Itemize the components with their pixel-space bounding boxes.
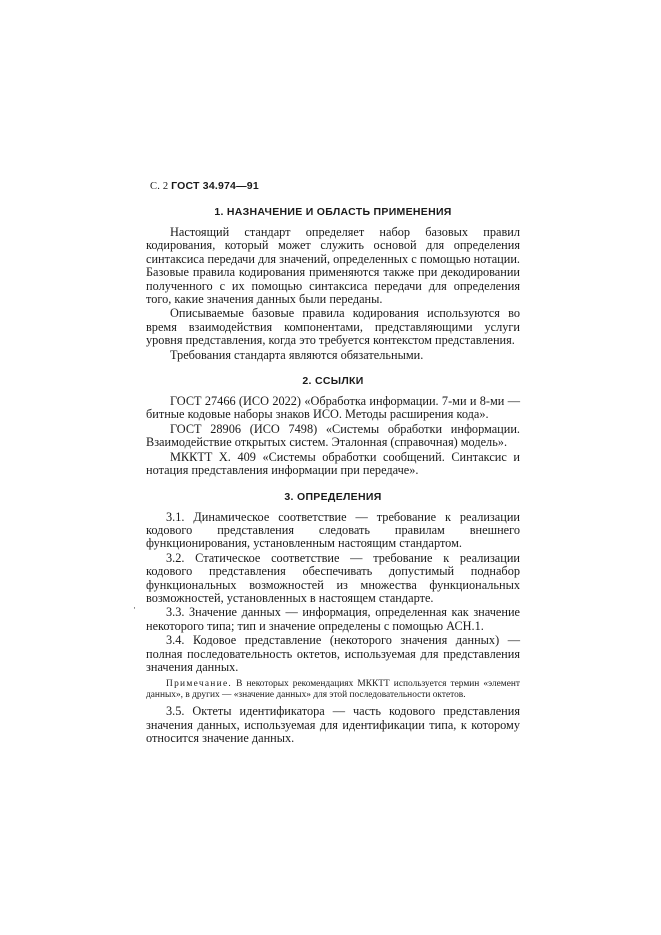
- section-purpose: [146, 206, 520, 362]
- page-prefix: С. 2: [150, 181, 169, 192]
- section-references: [146, 375, 520, 477]
- definition-3-5: 3.5. Октеты идентификатора — часть кодового представления значения данных, используемая для идентификации типа, к которому относится значение данных.: [146, 704, 520, 746]
- definition-3-3: 3.3. Значение данных — информация, определенная как значение некоторого типа; тип и значение определены с помощью АСН.1.: [146, 605, 520, 633]
- section-1-title: 1. НАЗНАЧЕНИЕ И ОБЛАСТЬ ПРИМЕНЕНИЯ: [214, 206, 452, 218]
- section-1-paragraph-2: Описываемые базовые правила кодирования используются во время взаимодействия компонентами, представляющими услуги уровня представления, когда это требуется контекстом представления.: [146, 306, 520, 348]
- note-text: В некоторых рекомендациях МККТТ используется термин «элемент данных», в других — «значение данных» для этой последовательности октетов.: [146, 679, 521, 701]
- note-label: Примечание.: [166, 679, 233, 690]
- definition-3-2: 3.2. Статическое соответствие — требование к реализации кодового представления обеспечивать допустимый поднабор функциональных возможностей из множества функциональных возможностей, установленных в настоящем стандарте.: [146, 550, 520, 605]
- margin-mark: ·: [133, 603, 136, 613]
- running-header: [150, 180, 259, 192]
- reference-3: МККТТ Х. 409 «Системы обработки сообщений. Синтаксис и нотация представления информации при передаче».: [146, 449, 520, 478]
- section-1-paragraph-1: Настоящий стандарт определяет набор базовых правил кодирования, который может служить основой для определения синтаксиса передачи для значений, определенных с помощью нотации. Базовые правила кодирования применяются также при декодировании полученного с их помощью синтаксиса передачи для определения того, какие значения данных были переданы.: [146, 225, 520, 307]
- definition-3-1: 3.1. Динамическое соответствие — требование к реализации кодового представления следовать правилам внешнего функционирования, установленным настоящим стандартом.: [146, 509, 520, 551]
- section-3-title: 3. ОПРЕДЕЛЕНИЯ: [284, 490, 382, 503]
- section-2-title: 2. ССЫЛКИ: [302, 375, 364, 388]
- reference-2: ГОСТ 28906 (ИСО 7498) «Системы обработки информации. Взаимодействие открытых систем. Эталонная (справочная) модель».: [146, 421, 520, 450]
- gost-number: ГОСТ 34.974—91: [171, 180, 259, 192]
- definition-3-4: 3.4. Кодовое представление (некоторого значения данных) — полная последовательность октетов, используемая для представления значения данных.: [146, 633, 520, 674]
- reference-1: ГОСТ 27466 (ИСО 2022) «Обработка информации. 7-ми и 8-ми — битные кодовые наборы знаков ИСО. Методы расширения кода».: [146, 394, 520, 422]
- section-definitions: [146, 491, 520, 746]
- note: [146, 679, 520, 701]
- document-body: [146, 202, 520, 746]
- section-1-paragraph-3: Требования стандарта являются обязательными.: [170, 347, 424, 362]
